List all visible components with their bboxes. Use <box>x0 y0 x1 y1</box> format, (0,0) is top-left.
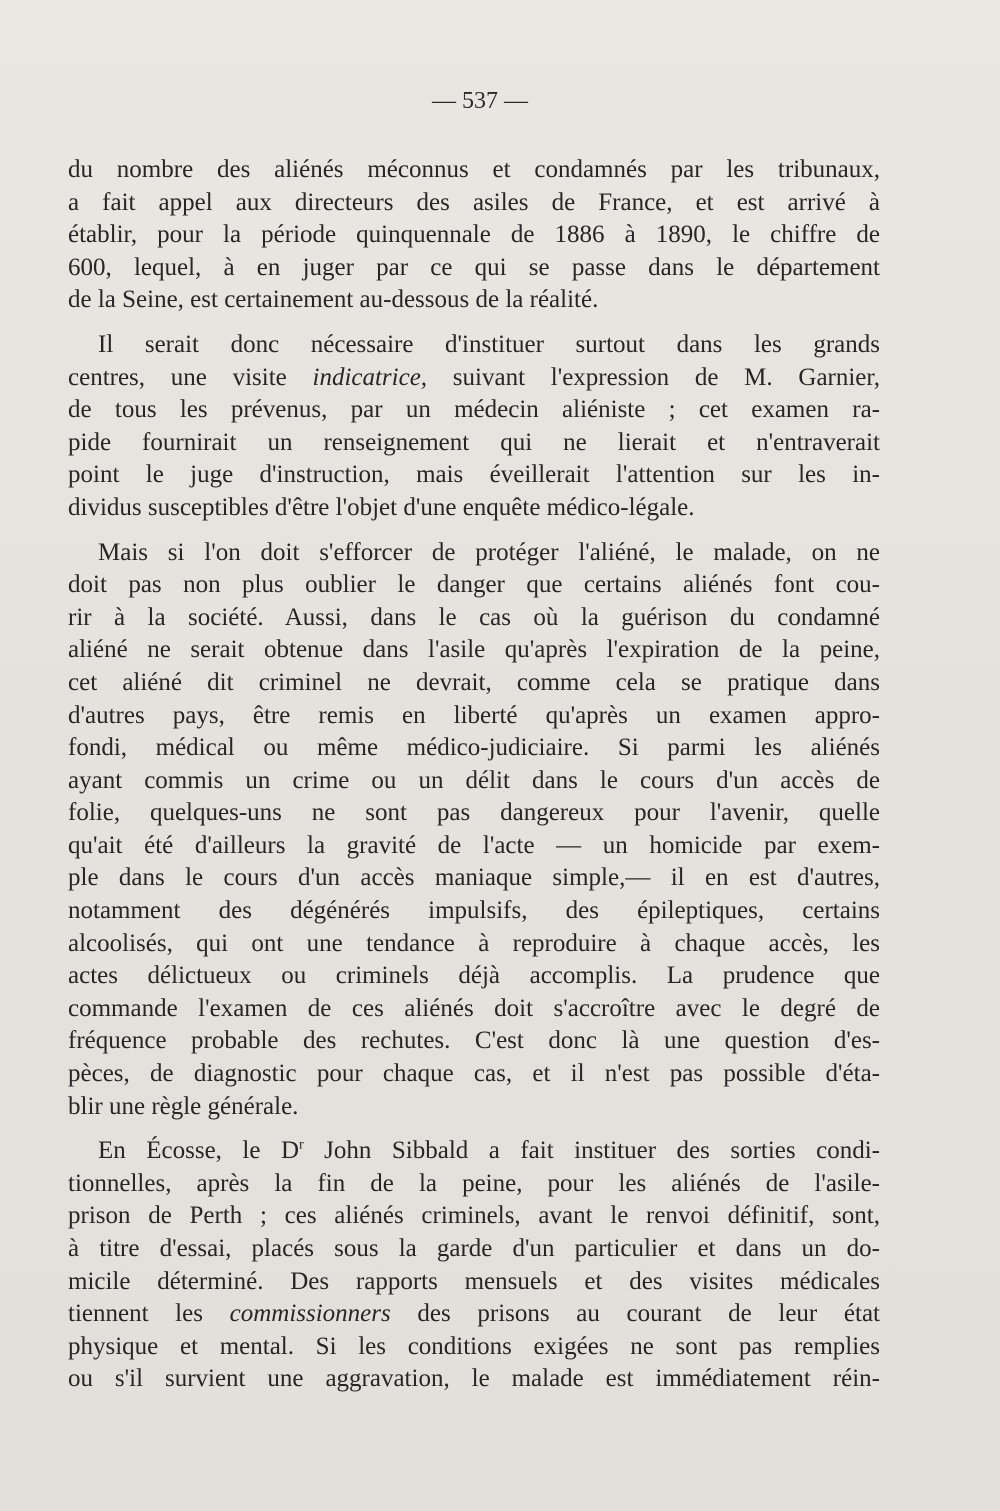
paragraph-1 <box>68 154 880 317</box>
text-line: pèces, de diagnostic pour chaque cas, et il n'est pas possible d'éta- <box>68 1060 880 1088</box>
paragraph-4 <box>68 1135 880 1396</box>
text-line: de tous les prévenus, par un médecin aliéniste ; cet examen ra- <box>68 396 880 424</box>
text-line: de la Seine, est certainement au-dessous de la réalité. <box>68 286 599 314</box>
text-line: Mais si l'on doit s'efforcer de protéger l'aliéné, le malade, on ne <box>98 538 880 566</box>
text-line: a fait appel aux directeurs des asiles de France, et est arrivé à <box>68 188 880 216</box>
text-line: prison de Perth ; ces aliénés criminels, avant le renvoi définitif, sont, <box>68 1202 880 1230</box>
text-line: tiennent les commissionners des prisons au courant de leur état <box>68 1300 880 1328</box>
text-line: commande l'examen de ces aliénés doit s'accroître avec le degré de <box>68 994 880 1022</box>
text-line: alcoolisés, qui ont une tendance à reproduire à chaque accès, les <box>68 929 880 957</box>
body-text <box>68 154 880 1408</box>
text-line: dividus susceptibles d'être l'objet d'une enquête médico-légale. <box>68 493 695 521</box>
text-line: établir, pour la période quinquennale de 1886 à 1890, le chiffre de <box>68 221 880 249</box>
text-line: du nombre des aliénés méconnus et condamnés par les tribunaux, <box>68 156 880 183</box>
text-line: ayant commis un crime ou un délit dans le cours d'un accès de <box>68 766 880 794</box>
text-line: centres, une visite indicatrice, suivant l'expression de M. Garnier, <box>68 363 880 391</box>
page-number: — 537 — <box>432 88 528 114</box>
text-line: aliéné ne serait obtenue dans l'asile qu'après l'expiration de la peine, <box>68 636 880 664</box>
paragraph-3 <box>68 537 880 1124</box>
text-line: cet aliéné dit criminel ne devrait, comme cela se pratique dans <box>68 668 880 696</box>
text-line: physique et mental. Si les conditions exigées ne sont pas remplies <box>68 1332 880 1360</box>
text-line: ple dans le cours d'un accès maniaque simple,— il en est d'autres, <box>68 864 880 892</box>
text-line: rir à la société. Aussi, dans le cas où la guérison du condamné <box>68 603 880 631</box>
text-line: folie, quelques-uns ne sont pas dangereux pour l'avenir, quelle <box>68 799 880 827</box>
text-line: qu'ait été d'ailleurs la gravité de l'acte — un homicide par exem- <box>68 831 880 859</box>
paragraph-2 <box>68 329 880 525</box>
text-line: doit pas non plus oublier le danger que certains aliénés font cou- <box>68 571 880 599</box>
text-line: fondi, médical ou même médico-judiciaire. Si parmi les aliénés <box>68 734 880 762</box>
text-line: 600, lequel, à en juger par ce qui se passe dans le département <box>68 253 880 281</box>
text-line: à titre d'essai, placés sous la garde d'un particulier et dans un do- <box>68 1235 880 1262</box>
text-line: pide fournirait un renseignement qui ne lierait et n'entraverait <box>68 428 880 456</box>
text-line: fréquence probable des rechutes. C'est donc là une question d'es- <box>68 1027 880 1055</box>
text-line: ou s'il survient une aggravation, le malade est immédiatement réin- <box>68 1365 880 1393</box>
text-line: notamment des dégénérés impulsifs, des épileptiques, certains <box>68 897 880 925</box>
text-line: Il serait donc nécessaire d'instituer surtout dans les grands <box>98 330 880 358</box>
text-line: micile déterminé. Des rapports mensuels et des visites médicales <box>68 1267 880 1295</box>
text-line: tionnelles, après la fin de la peine, pour les aliénés de l'asile- <box>68 1169 880 1197</box>
text-line: point le juge d'instruction, mais éveillerait l'attention sur les in- <box>68 461 880 489</box>
text-line: En Écosse, le $D^r$ John Sibbald a fait instituer des sorties condi- <box>98 1137 880 1165</box>
text-line: actes délictueux ou criminels déjà accomplis. La prudence que <box>68 962 880 990</box>
text-line: d'autres pays, être remis en liberté qu'après un examen appro- <box>68 701 880 729</box>
text-line: blir une règle générale. <box>68 1092 299 1120</box>
